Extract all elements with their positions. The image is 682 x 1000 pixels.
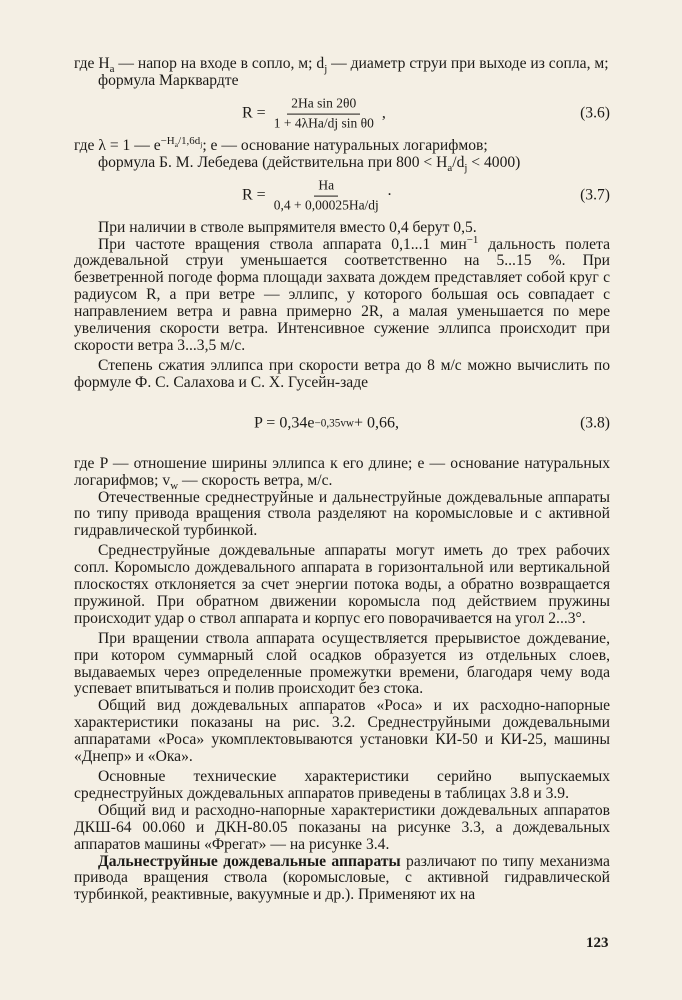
equation-number-3-8: (3.8) bbox=[580, 414, 610, 432]
formula-3-8: P = 0,34e −0,35vw + 0,66, (3.8) bbox=[254, 414, 610, 432]
equation-number-3-6: (3.6) bbox=[580, 104, 610, 122]
paragraph-5: При наличии в стволе выпрямителя вместо 0,4 берут 0,5. bbox=[98, 218, 477, 236]
formula-3-6-denominator: 1 + 4λHa/dj sin θ0 bbox=[273, 115, 374, 131]
formula-3-7-numerator: Ha bbox=[314, 177, 338, 196]
paragraph-6: При частоте вращения ствола аппарата 0,1...1 мин$^{-1}$ дальность полета дождевальной струи уменьшается соответственно на 5...15 %. При безветренной погоде форма площади захвата дождем представляет собой круг с радиусом R, а при ветре — эллипс, у которого большая ось совпадает с направлением ветра и равна примерно 2R, а малая уменьшается по мере увеличения скорости ветра. Интенсивное сужение эллипса происходит при скорости ветра 3...3,5 м/с. bbox=[74, 233, 610, 354]
formula-3-6 bbox=[74, 92, 610, 136]
paragraph-12: Общий вид дождевальных аппаратов «Роса» и их расходно-напорные характеристики показаны на рис. 3.2. Среднеструйными дождевальными аппаратами «Роса» укомплектовываются установки КИ-50 и КИ-25, машины «Днепр» и «Ока». bbox=[74, 697, 610, 766]
paragraph-8: где P — отношение ширины эллипса к его длине; e — основание натуральных логарифмов; $v_w$ — скорость ветра, м/с. bbox=[74, 454, 610, 492]
paragraph-10: Среднеструйные дождевальные аппараты могут иметь до трех рабочих сопл. Коромысло дождевального аппарата в горизонтальной или вертикальной плоскостях отклоняется за счет энергии потока воды, а обратно возвращается пружиной. При обратном движении коромысла под действием пружины происходит удар о ствол аппарата и корпус его поворачивается на угол 2...3°. bbox=[74, 542, 610, 627]
body-text bbox=[74, 56, 610, 904]
paragraph-1: где $H_a$ — напор на входе в сопло, м; $d_j$ — диаметр струи при выходе из сопла, м; bbox=[74, 55, 609, 76]
paragraph-11: При вращении ствола аппарата осуществляется прерывистое дождевание, при котором суммарный слой осадков образуется из отдельных слоев, выдаваемых через определенные промежутки времени, благодаря чему вода успевает впитываться и полив происходит без стока. bbox=[74, 629, 610, 698]
paragraph-3: где λ = 1 — $e^{-H_a/1,6d_j}$; e — основание натуральных логарифмов; bbox=[74, 134, 488, 154]
paragraph-9: Отечественные среднеструйные и дальнеструйные дождевальные аппараты по типу привода вращения ствола разделяют на коромысловые и с активной гидравлической турбинкой. bbox=[74, 488, 610, 540]
paragraph-14: Общий вид и расходно-напорные характеристики дождевальных аппаратов ДКШ-64 00.060 и ДКН-80.05 показаны на рисунке 3.3, а дождевальных аппаратов машины «Фрегат» — на рисунке 3.4. bbox=[74, 801, 610, 853]
formula-3-7-denominator: 0,4 + 0,00025Ha/dj bbox=[273, 197, 379, 213]
paragraph-15: Дальнеструйные дождевальные аппараты различают по типу механизма привода вращения ствола (коромысловые, с активной гидравлической турбинкой, реактивные, вакуумные и др.). Применяют их на bbox=[74, 852, 610, 904]
formula-3-6-numerator: 2Ha sin 2θ0 bbox=[287, 95, 360, 114]
paragraph-13: Основные технические характеристики серийно выпускаемых среднеструйных дождевальных аппаратов приведены в таблицах 3.8 и 3.9. bbox=[74, 768, 610, 802]
paragraph-2: формула Марквардте bbox=[98, 71, 239, 89]
page-number: 123 bbox=[586, 935, 609, 951]
formula-3-7-lhs: R = bbox=[242, 186, 266, 204]
paragraph-4: формула Б. М. Лебедева (действительна при $800 < H_a/d_j < 4000$) bbox=[98, 153, 521, 174]
formula-3-6-tail: , bbox=[381, 104, 386, 122]
formula-3-6-lhs: R = bbox=[242, 104, 266, 122]
formula-3-7-tail: · bbox=[386, 186, 393, 204]
formula-3-8-lhs: P = 0,34e bbox=[254, 414, 315, 432]
paragraph-7: Степень сжатия эллипса при скорости ветра до 8 м/с можно вычислить по формуле Ф. С. Салахова и С. Х. Гусейн-заде bbox=[74, 356, 610, 391]
formula-3-7 bbox=[74, 174, 610, 218]
formula-3-8-rhs: + 0,66, bbox=[354, 414, 400, 432]
equation-number-3-7: (3.7) bbox=[580, 186, 610, 204]
bold-term: Дальнеструйные дождевальные аппараты bbox=[98, 852, 401, 870]
